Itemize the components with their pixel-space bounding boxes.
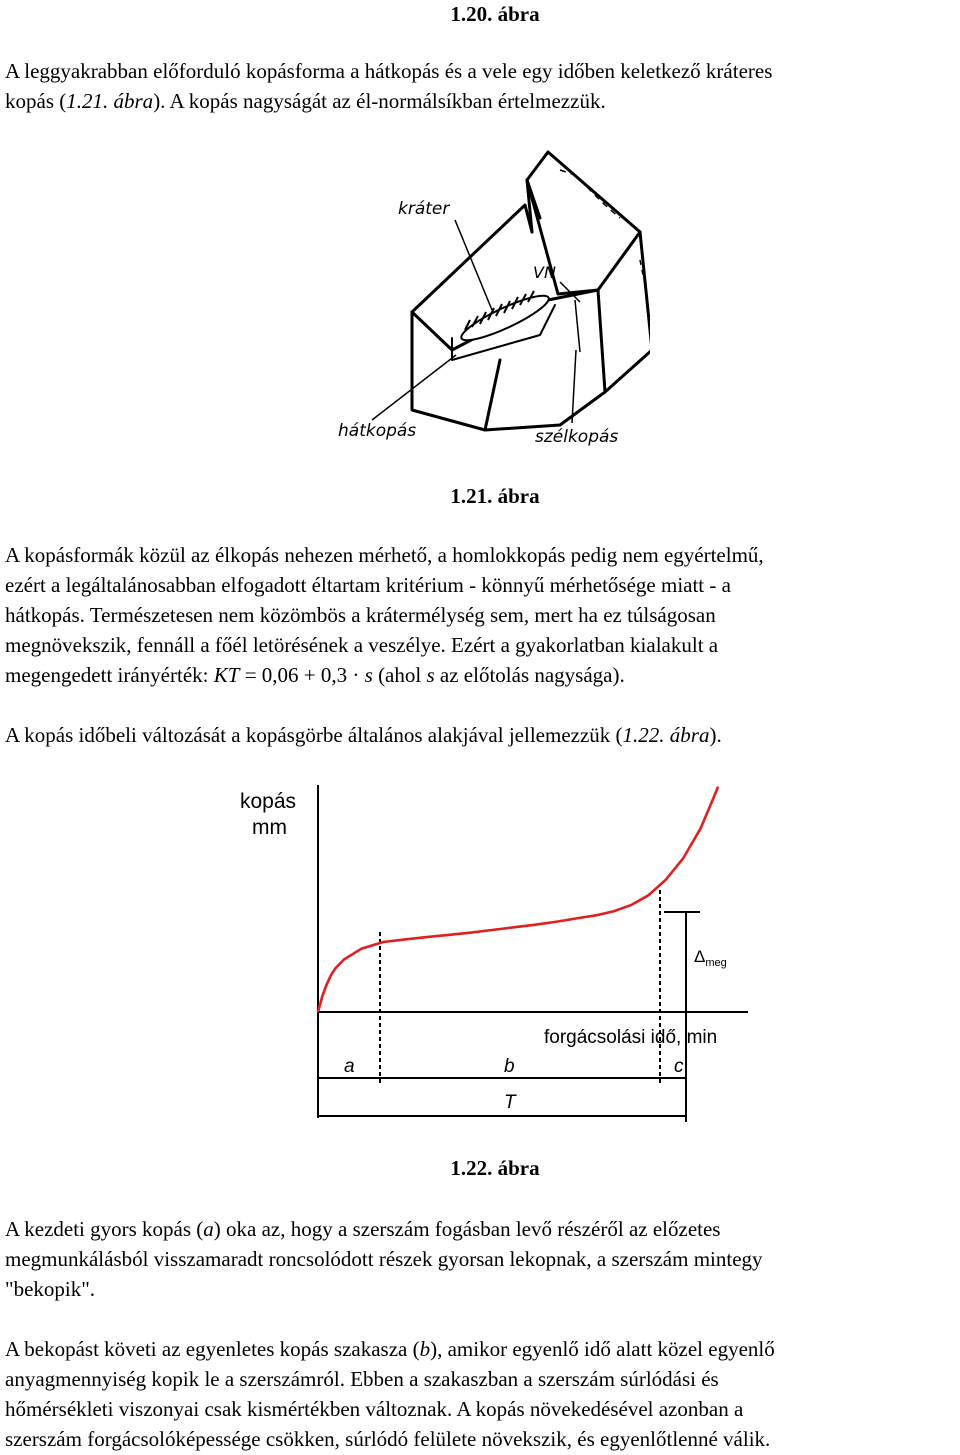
text-line: A kezdeti gyors kopás (a) oka az, hogy a szerszám fogásban levő részéről az előzetes bbox=[5, 1217, 721, 1241]
text-line: megnövekszik, fennáll a főél letörésének a veszélye. Ezért a gyakorlatban kialakult a bbox=[5, 633, 719, 657]
curve-point bbox=[665, 879, 667, 881]
wear-curve bbox=[318, 787, 718, 1012]
curve-point bbox=[578, 917, 580, 919]
curve-point bbox=[330, 974, 332, 976]
curve-point bbox=[556, 921, 558, 923]
curve-point bbox=[648, 895, 650, 897]
wear-curve-chart bbox=[230, 775, 770, 1130]
curve-point bbox=[513, 927, 515, 929]
curve-point bbox=[717, 786, 719, 788]
paragraph-wear-curve-intro bbox=[5, 720, 957, 750]
paragraph-uniform-wear bbox=[5, 1334, 957, 1454]
delta-subscript: meg bbox=[705, 957, 727, 969]
curve-point bbox=[709, 807, 711, 809]
text-line: kopás (1.21. ábra). A kopás nagyságát az él-normálsíkban értelmezzük. bbox=[5, 89, 606, 113]
paragraph-initial-wear bbox=[5, 1214, 957, 1304]
x-axis-label: forgácsolási idő, min bbox=[544, 1027, 718, 1048]
tool-bottom-edge bbox=[605, 350, 650, 392]
vn-label: VN bbox=[533, 263, 556, 282]
curve-point bbox=[469, 932, 471, 934]
crater-label: kráter bbox=[398, 199, 450, 219]
curve-point bbox=[700, 828, 702, 830]
text-line: anyagmennyiség kopik le a szerszámról. Ebben a szakaszban a szerszám súrlódási és bbox=[5, 1367, 719, 1391]
tool-wear-diagram bbox=[330, 145, 650, 455]
edge-wear-label: szélkopás bbox=[535, 427, 619, 447]
y-axis-label: kopás bbox=[240, 790, 297, 813]
figure-caption-1-20: 1.20. ábra bbox=[450, 2, 540, 26]
paragraph-wear-forms bbox=[5, 56, 957, 116]
text-line: megmunkálásból visszamaradt roncsolódott részek gyorsan lekopnak, a szerszám mintegy bbox=[5, 1247, 763, 1271]
curve-point bbox=[322, 996, 324, 998]
curve-point bbox=[491, 929, 493, 931]
curve-point bbox=[382, 941, 384, 943]
flank-wear-label: hátkopás bbox=[338, 421, 417, 441]
segment-label-a: a bbox=[344, 1056, 355, 1077]
curve-point bbox=[630, 904, 632, 906]
curve-point bbox=[326, 984, 328, 986]
crater-wear-region bbox=[457, 289, 552, 348]
paragraph-wear-criteria bbox=[5, 540, 957, 690]
curve-point bbox=[335, 968, 337, 970]
text-line: "bekopik". bbox=[5, 1277, 96, 1301]
text-line: ezért a legáltalánosabban elfogadott éltartam kritérium - könnyű mérhetősége miatt - a bbox=[5, 573, 731, 597]
curve-point bbox=[613, 911, 615, 913]
text-line: A kopás időbeli változását a kopásgörbe általános alakjával jellemezzük (1.22. ábra). bbox=[5, 723, 722, 747]
text-line: A leggyakrabban előforduló kopásforma a hátkopás és a vele egy időben keletkező kráteres bbox=[5, 59, 773, 83]
delta-label: $\Delta_{meg}$ bbox=[694, 947, 727, 969]
text-line: hőmérsékleti viszonyai csak kismértékben változnak. A kopás növekedésével azonban a bbox=[5, 1397, 744, 1421]
figure-reference: 1.22. ábra bbox=[622, 723, 710, 747]
text-line: A kopásformák közül az élkopás nehezen mérhető, a homlokkopás pedig nem egyértelmű, bbox=[5, 543, 764, 567]
y-axis-unit: mm bbox=[252, 816, 287, 839]
figure-reference: 1.21. ábra bbox=[66, 89, 154, 113]
curve-point bbox=[343, 959, 345, 961]
curve-point bbox=[317, 1011, 319, 1013]
segment-label-c: c bbox=[674, 1056, 684, 1077]
curve-point bbox=[682, 858, 684, 860]
curve-point bbox=[426, 936, 428, 938]
figure-caption-1-22: 1.22. ábra bbox=[450, 1156, 540, 1180]
curve-point bbox=[404, 939, 406, 941]
curve-point bbox=[448, 934, 450, 936]
total-label: T bbox=[504, 1092, 516, 1113]
segment-label-b: b bbox=[504, 1056, 515, 1077]
curve-point bbox=[535, 924, 537, 926]
curve-point bbox=[361, 948, 363, 950]
curve-point bbox=[596, 915, 598, 917]
text-line: A bekopást követi az egyenletes kopás szakasza (b), amikor egyenlő idő alatt közel egyenlő bbox=[5, 1337, 775, 1361]
figure-caption-1-21: 1.21. ábra bbox=[450, 484, 540, 508]
text-line: megengedett irányérték: KT = 0,06 + 0,3 · s (ahol s az előtolás nagysága). bbox=[5, 663, 625, 687]
text-line: szerszám forgácsolóképessége csökken, súrlódó felülete növekszik, és egyenlőtlenné válik. bbox=[5, 1427, 771, 1451]
text-line: hátkopás. Természetesen nem közömbös a krátermélység sem, mert ha ez túlságosan bbox=[5, 603, 716, 627]
